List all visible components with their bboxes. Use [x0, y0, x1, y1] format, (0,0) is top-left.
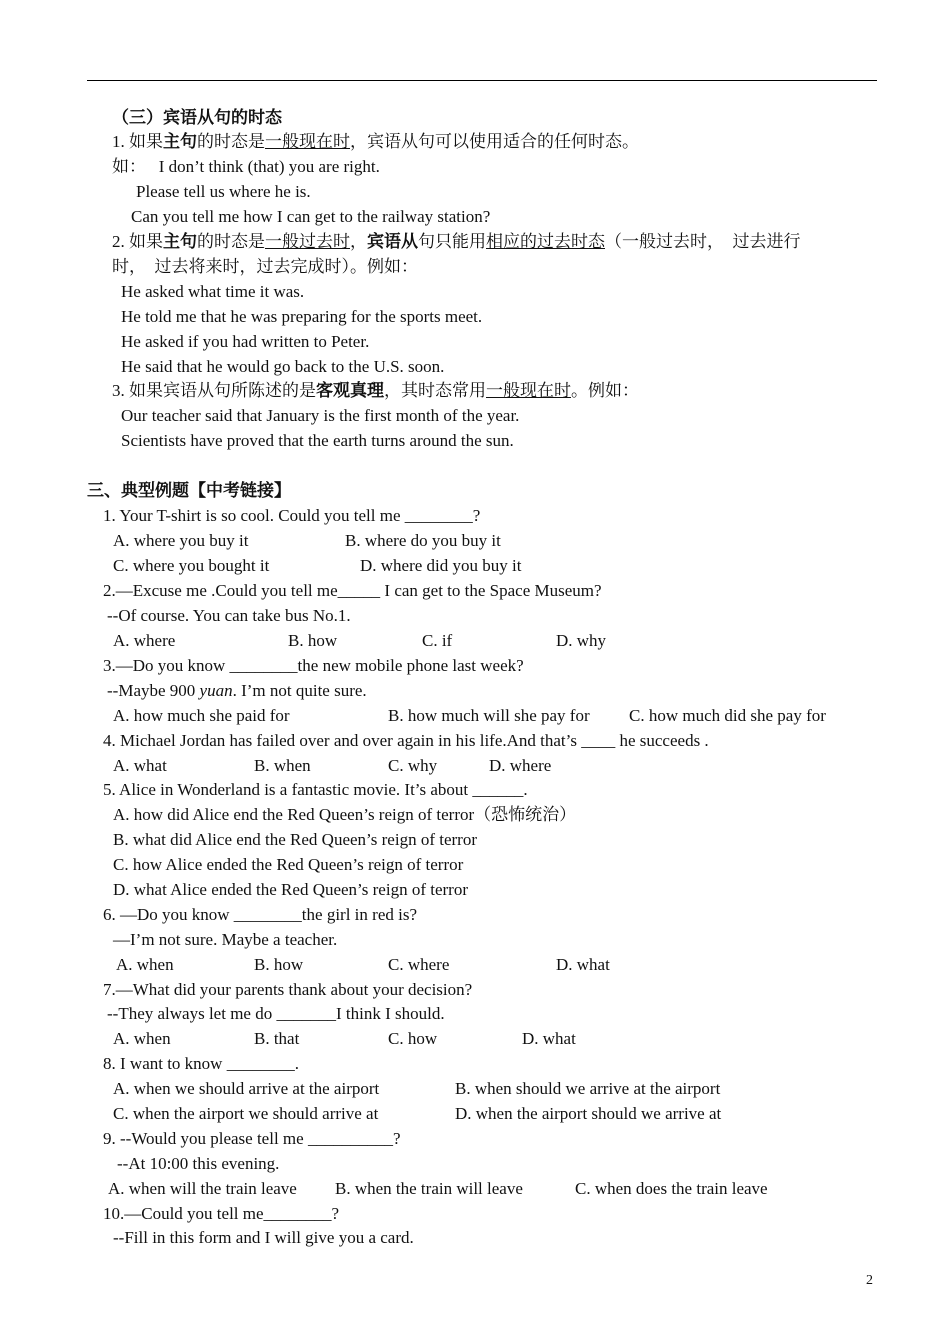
q7-stem: 7.—What did your parents thank about your decision? — [103, 980, 473, 999]
q5-option-d: D. what Alice ended the Red Queen’s reign of terror — [113, 880, 468, 899]
q3-stem: 3.—Do you know ________the new mobile phone last week? — [103, 656, 524, 675]
q6-option-c: C. where — [388, 955, 450, 974]
q5-option-b: B. what did Alice end the Red Queen’s reign of terror — [113, 830, 477, 849]
rule-2-example-2: He told me that he was preparing for the sports meet. — [121, 307, 483, 326]
rule-3 — [112, 380, 639, 402]
q2-reply: --Of course. You can take bus No.1. — [107, 606, 351, 625]
q1-stem: 1. Your T-shirt is so cool. Could you tell me ________? — [103, 506, 481, 525]
q7-reply: --They always let me do _______I think I should. — [107, 1004, 445, 1023]
rule-2-text-i: （一般过去时， 过去进行 — [605, 232, 801, 251]
examples-title: 三、典型例题【中考链接】 — [87, 481, 291, 500]
q7-option-d: D. what — [522, 1029, 576, 1048]
rule-2 — [112, 231, 801, 253]
q6-option-d: D. what — [556, 955, 610, 974]
rule-1 — [112, 131, 639, 153]
page-number: 2 — [866, 1273, 873, 1288]
q6-stem: 6. —Do you know ________the girl in red is? — [103, 905, 417, 924]
rule-3-underline: 一般现在时 — [486, 381, 571, 400]
rule-2-text-c: 的时态是 — [197, 232, 265, 251]
rule-1-underline: 一般现在时 — [265, 132, 350, 151]
q8-option-d: D. when the airport should we arrive at — [455, 1104, 722, 1123]
q3-reply-a: --Maybe 900 — [107, 681, 200, 700]
q2-option-b: B. how — [288, 631, 338, 650]
q8-stem: 8. I want to know ________. — [103, 1054, 299, 1073]
rule-2-bold-1: 主句 — [163, 232, 197, 251]
rule-1-text-a: 1. 如果 — [112, 132, 163, 151]
q7-option-b: B. that — [254, 1029, 300, 1048]
q2-option-c: C. if — [422, 631, 453, 650]
rule-2-text-e: ， — [350, 232, 367, 251]
q2-option-d: D. why — [556, 631, 607, 650]
q7-option-c: C. how — [388, 1029, 438, 1048]
rule-2-text-g: 句只能用 — [418, 232, 486, 251]
rule-1-text-c: 的时态是 — [197, 132, 265, 151]
q8-option-c: C. when the airport we should arrive at — [113, 1104, 379, 1123]
rule-2-example-4: He said that he would go back to the U.S. soon. — [121, 357, 445, 376]
q7-option-a: A. when — [113, 1029, 171, 1048]
q3-reply — [107, 680, 367, 702]
q6-option-b: B. how — [254, 955, 304, 974]
header-rule — [87, 80, 877, 81]
q6-option-a: A. when — [116, 955, 174, 974]
q1-option-b: B. where do you buy it — [345, 531, 501, 550]
q3-option-c: C. how much did she pay for — [629, 706, 826, 725]
q10-stem: 10.—Could you tell me________? — [103, 1204, 340, 1223]
rule-2-text-a: 2. 如果 — [112, 232, 163, 251]
rule-3-example-2: Scientists have proved that the earth turns around the sun. — [121, 431, 514, 450]
rule-2-underline-1: 一般过去时 — [265, 232, 350, 251]
q2-option-a: A. where — [113, 631, 176, 650]
rule-1-example-3: Can you tell me how I can get to the railway station? — [131, 207, 491, 226]
q1-option-d: D. where did you buy it — [360, 556, 522, 575]
q5-stem: 5. Alice in Wonderland is a fantastic movie. It’s about ______. — [103, 780, 528, 799]
rule-2-bold-2: 宾语从 — [367, 232, 418, 251]
q1-option-a: A. where you buy it — [113, 531, 249, 550]
q3-reply-c: . I’m not quite sure. — [232, 681, 367, 700]
q9-option-a: A. when will the train leave — [108, 1179, 297, 1198]
q9-option-c: C. when does the train leave — [575, 1179, 768, 1198]
q3-option-b: B. how much will she pay for — [388, 706, 590, 725]
rule-1-example-2: Please tell us where he is. — [136, 182, 311, 201]
rule-1-example-1: 如： I don’t think (that) you are right. — [112, 157, 380, 176]
q4-option-a: A. what — [113, 756, 167, 775]
rule-3-example-1: Our teacher said that January is the first month of the year. — [121, 406, 520, 425]
rule-3-text-e: 。例如： — [571, 381, 639, 400]
rule-2-line-2: 时， 过去将来时，过去完成时）。例如： — [112, 257, 418, 276]
rule-2-example-3: He asked if you had written to Peter. — [121, 332, 370, 351]
rule-2-underline-2: 相应的过去时态 — [486, 232, 605, 251]
q3-reply-italic: yuan — [199, 681, 233, 700]
rule-3-bold: 客观真理 — [316, 381, 384, 400]
q9-stem: 9. --Would you please tell me __________? — [103, 1129, 401, 1148]
q3-option-a: A. how much she paid for — [113, 706, 290, 725]
q9-reply: --At 10:00 this evening. — [117, 1154, 280, 1173]
q2-stem: 2.—Excuse me .Could you tell me_____ I can get to the Space Museum? — [103, 581, 602, 600]
q8-option-a: A. when we should arrive at the airport — [113, 1079, 380, 1098]
section-title: （三）宾语从句的时态 — [112, 108, 282, 127]
rule-3-text-a: 3. 如果宾语从句所陈述的是 — [112, 381, 316, 400]
q5-option-c: C. how Alice ended the Red Queen’s reign of terror — [113, 855, 464, 874]
q4-option-d: D. where — [489, 756, 552, 775]
q8-option-b: B. when should we arrive at the airport — [455, 1079, 721, 1098]
q4-option-b: B. when — [254, 756, 311, 775]
q10-reply: --Fill in this form and I will give you a card. — [113, 1228, 414, 1247]
q4-stem: 4. Michael Jordan has failed over and over again in his life.And that’s ____ he succeeds . — [103, 731, 709, 750]
q5-option-a: A. how did Alice end the Red Queen’s reign of terror（恐怖统治） — [113, 805, 577, 824]
q4-option-c: C. why — [388, 756, 438, 775]
rule-3-text-c: ，其时态常用 — [384, 381, 486, 400]
rule-1-bold: 主句 — [163, 132, 197, 151]
rule-2-example-1: He asked what time it was. — [121, 282, 305, 301]
q6-reply: —I’m not sure. Maybe a teacher. — [113, 930, 338, 949]
q1-option-c: C. where you bought it — [113, 556, 270, 575]
q9-option-b: B. when the train will leave — [335, 1179, 523, 1198]
rule-1-text-e: ，宾语从句可以使用适合的任何时态。 — [350, 132, 639, 151]
